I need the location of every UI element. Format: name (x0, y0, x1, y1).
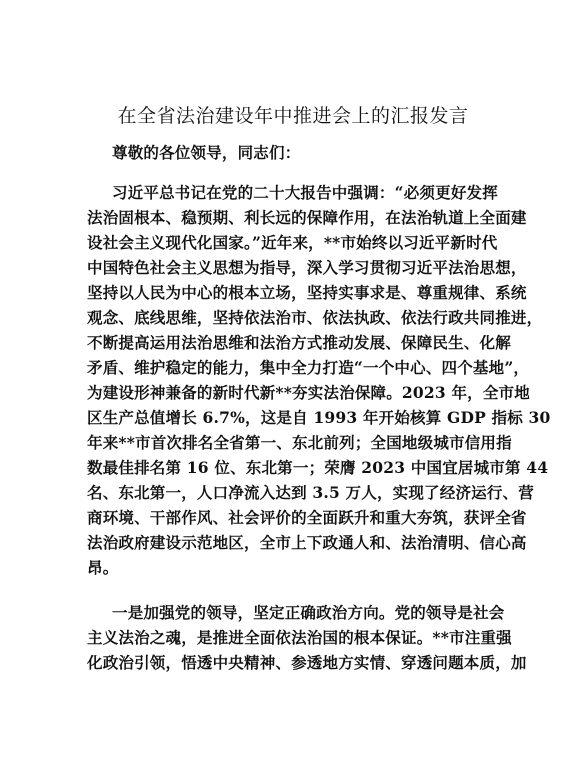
paragraph-line: 观念、底线思维，坚持依法治市、依法执政、依法行政共同推进， (87, 308, 543, 327)
salutation: 尊敬的各位领导，同志们： (112, 143, 301, 162)
paragraph-line: 坚持以人民为中心的根本立场，坚持实事求是、尊重规律、系统 (87, 283, 527, 302)
paragraph-line: 矛盾、维护稳定的能力，集中全力打造“一个中心、四个基地”， (87, 358, 530, 377)
paragraph-line: 中国特色社会主义思想为指导，深入学习贯彻习近平法治思想， (87, 258, 527, 277)
paragraph-line: 法治固根本、稳预期、利长远的保障作用，在法治轨道上全面建 (87, 208, 527, 227)
paragraph-line: 法治政府建设示范地区，全市上下政通人和、法治清明、信心高 (87, 533, 527, 552)
paragraph-line: 数最佳排名第 16 位、东北第一；荣膺 2023 中国宜居城市第 44 (87, 458, 549, 477)
paragraph-line: 为建设形神兼备的新时代新**夯实法治保障。2023 年，全市地 (87, 383, 530, 402)
paragraph-line: 昂。 (87, 558, 119, 577)
paragraph-line: 化政治引领，悟透中央精神、参透地方实情、穿透问题本质，加 (87, 653, 527, 672)
paragraph-line: 一是加强党的领导，坚定正确政治方向。党的领导是社会 (112, 603, 505, 622)
paragraph-line: 不断提高运用法治思维和法治方式推动发展、保障民生、化解 (87, 333, 511, 352)
document-title: 在全省法治建设年中推进会上的汇报发言 (117, 105, 469, 127)
paragraph-line: 商环境、干部作风、社会评价的全面跃升和重大夯筑，获评全省 (87, 508, 527, 527)
paragraph-line: 设社会主义现代化国家。”近年来，**市始终以习近平新时代 (87, 233, 498, 252)
paragraph-line: 习近平总书记在党的二十大报告中强调：“必须更好发挥 (112, 183, 498, 202)
paragraph-line: 名、东北第一，人口净流入达到 3.5 万人，实现了经济运行、营 (87, 483, 534, 502)
paragraph-line: 区生产总值增长 6.7%，这是自 1993 年开始核算 GDP 指标 30 (87, 408, 551, 427)
paragraph-line: 年来**市首次排名全省第一、东北前列；全国地级城市信用指 (87, 433, 512, 452)
paragraph-line: 主义法治之魂，是推进全面依法治国的根本保证。**市注重强 (87, 628, 512, 647)
